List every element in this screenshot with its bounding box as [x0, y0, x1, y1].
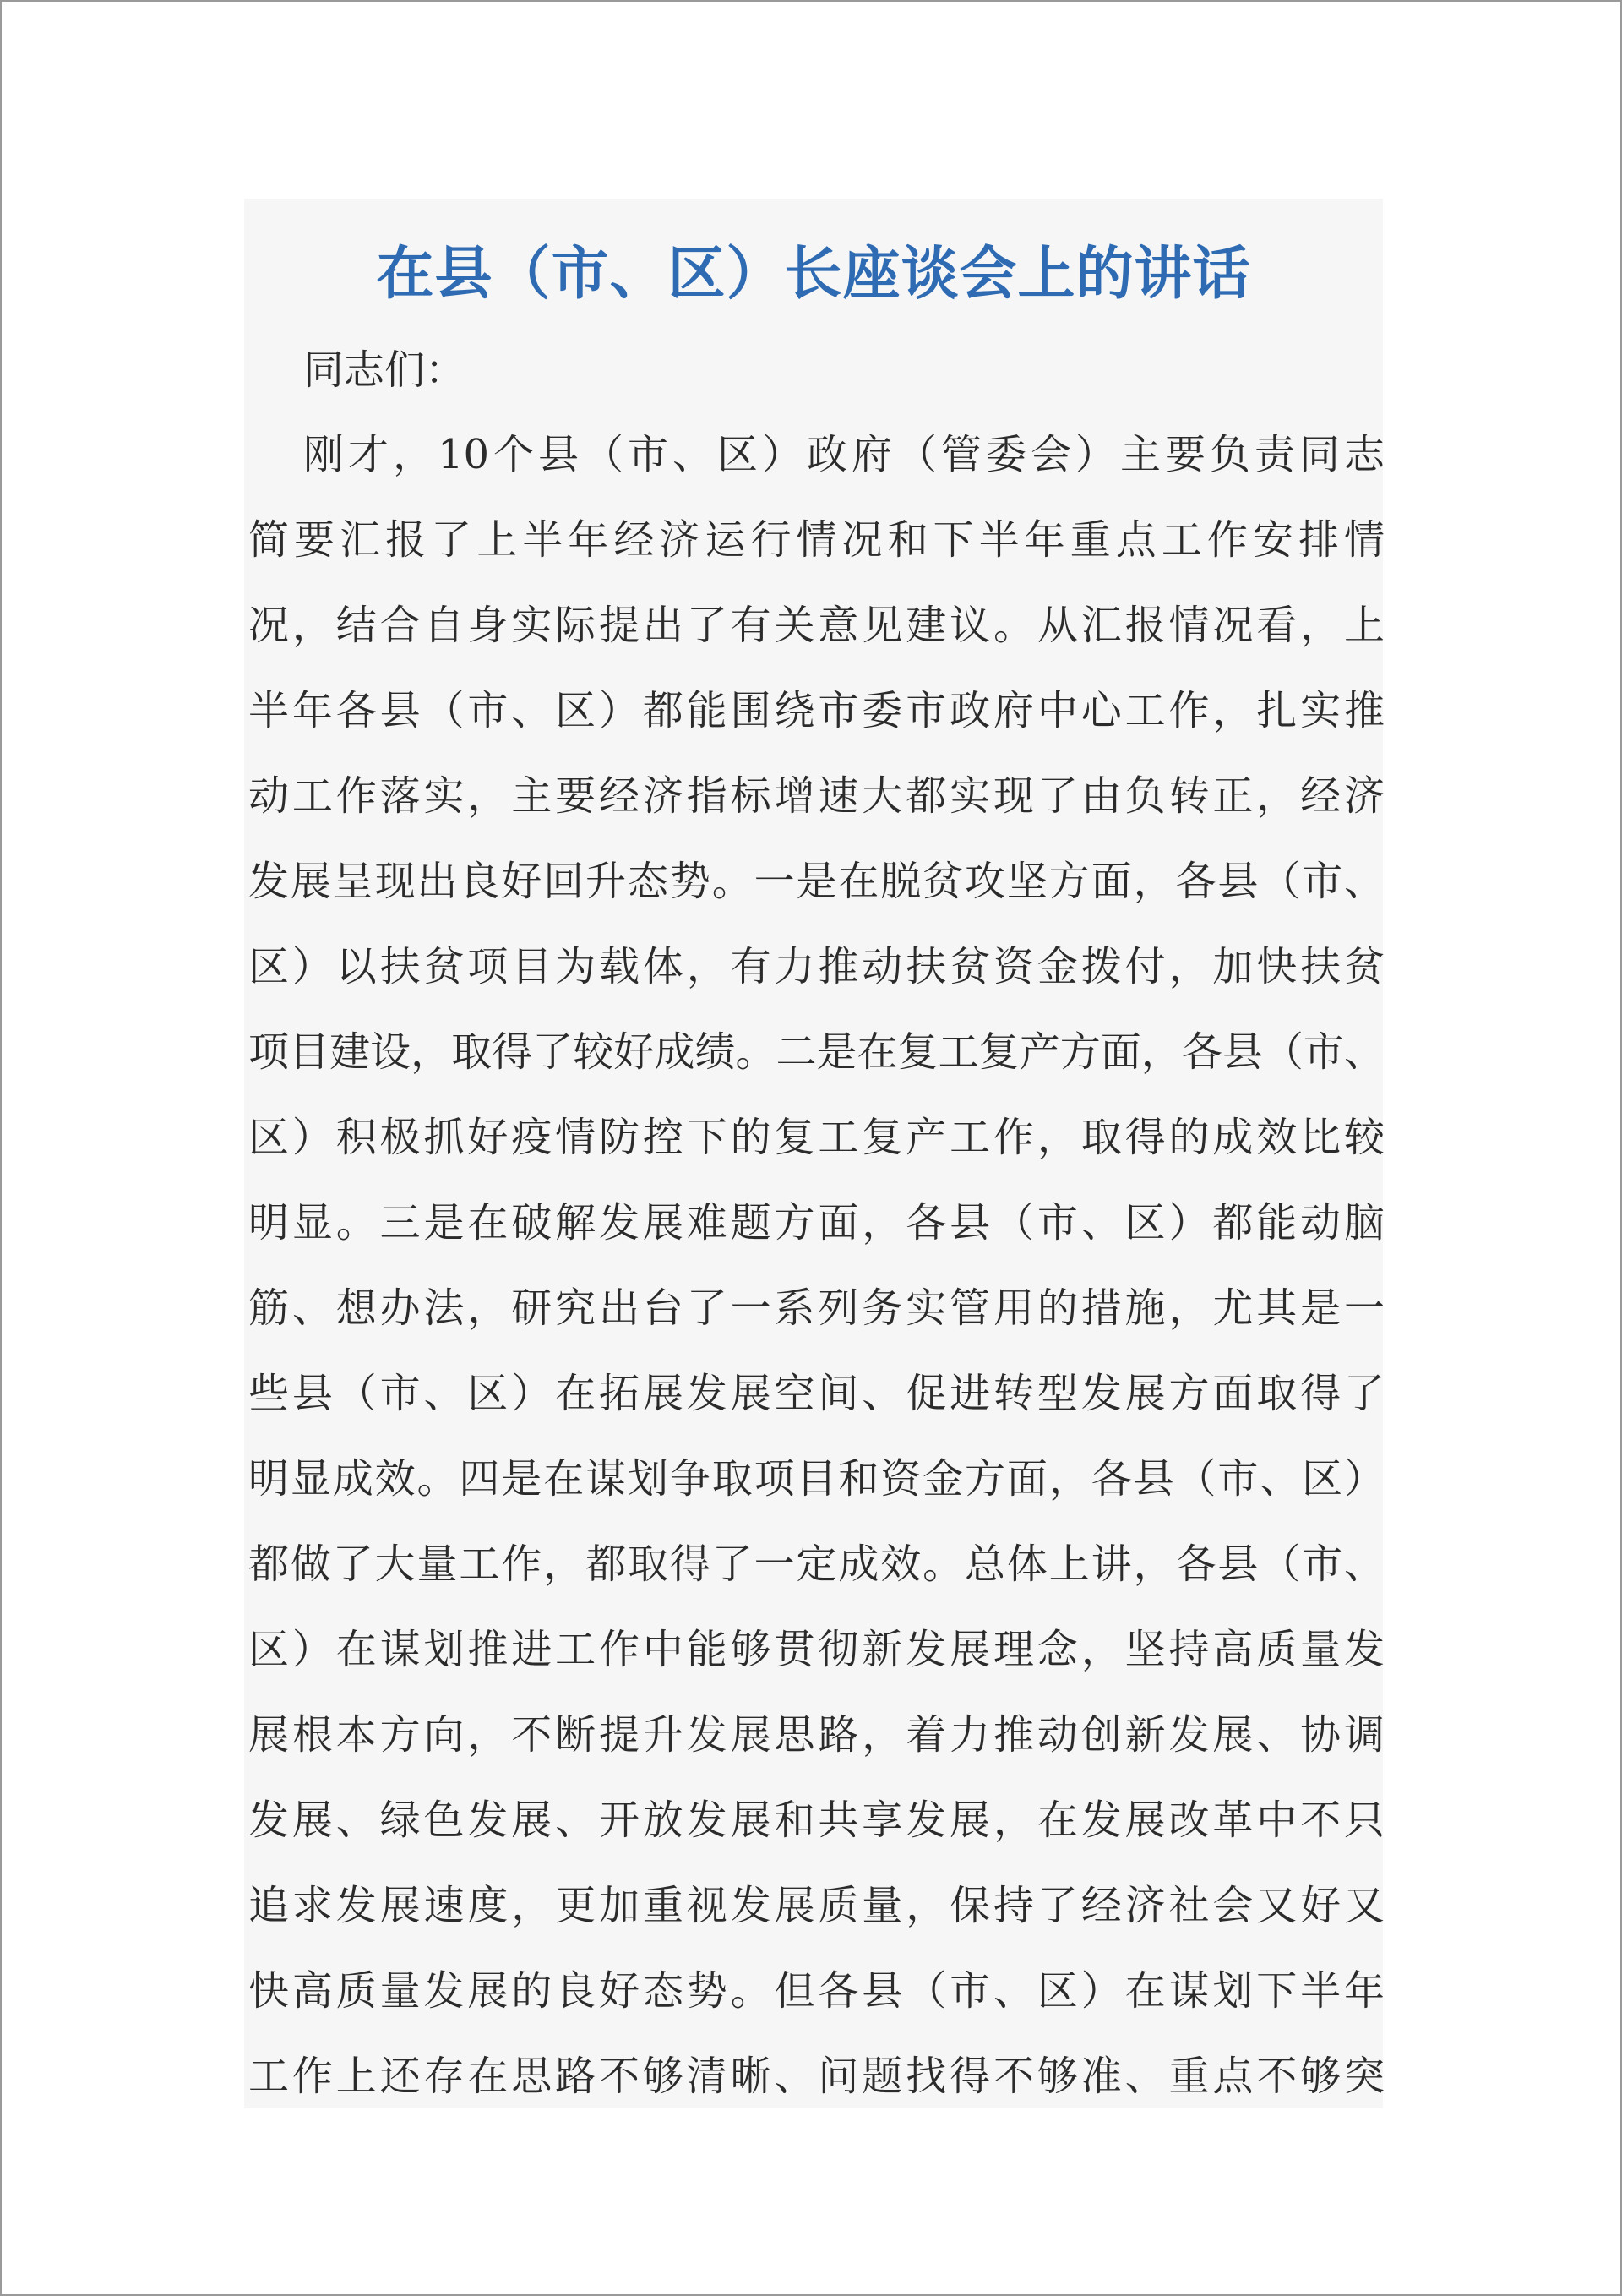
body-line: 追求发展速度，更加重视发展质量，保持了经济社会又好又	[248, 1882, 1385, 1929]
content-block	[244, 199, 1383, 2108]
body-line: 些县（市、区）在拓展发展空间、促进转型发展方面取得了	[248, 1370, 1385, 1417]
body-line: 区）积极抓好疫情防控下的复工复产工作，取得的成效比较	[248, 1114, 1385, 1161]
body-line: 明显。三是在破解发展难题方面，各县（市、区）都能动脑	[248, 1199, 1385, 1246]
body-line: 刚才，10个县（市、区）政府（管委会）主要负责同志	[303, 431, 1385, 478]
document-title: 在县（市、区）长座谈会上的讲话	[376, 241, 1251, 308]
body-line: 区）在谋划推进工作中能够贯彻新发展理念，坚持高质量发	[248, 1626, 1385, 1673]
body-line: 简要汇报了上半年经济运行情况和下半年重点工作安排情	[248, 516, 1385, 564]
body-line: 项目建设，取得了较好成绩。二是在复工复产方面，各县（市、	[248, 1028, 1385, 1076]
body-line: 快高质量发展的良好态势。但各县（市、区）在谋划下半年	[248, 1967, 1385, 2015]
greeting-line: 同志们：	[303, 346, 466, 394]
body-line: 况，结合自身实际提出了有关意见建议。从汇报情况看，上	[248, 602, 1385, 649]
body-line: 区）以扶贫项目为载体，有力推动扶贫资金拨付，加快扶贫	[248, 943, 1385, 990]
body-line: 半年各县（市、区）都能围绕市委市政府中心工作，扎实推	[248, 687, 1385, 734]
body-line: 筋、想办法，研究出台了一系列务实管用的措施，尤其是一	[248, 1284, 1385, 1332]
body-line: 发展、绿色发展、开放发展和共享发展，在发展改革中不只	[248, 1797, 1385, 1844]
body-line: 动工作落实，主要经济指标增速大都实现了由负转正，经济	[248, 772, 1385, 820]
body-line: 工作上还存在思路不够清晰、问题找得不够准、重点不够突	[248, 2053, 1385, 2100]
body-line: 发展呈现出良好回升态势。一是在脱贫攻坚方面，各县（市、	[248, 858, 1385, 905]
body-text	[248, 412, 1385, 2119]
body-line: 都做了大量工作，都取得了一定成效。总体上讲，各县（市、	[248, 1541, 1385, 1588]
body-line: 展根本方向，不断提升发展思路，着力推动创新发展、协调	[248, 1711, 1385, 1759]
body-line: 明显成效。四是在谋划争取项目和资金方面，各县（市、区）	[248, 1455, 1385, 1502]
